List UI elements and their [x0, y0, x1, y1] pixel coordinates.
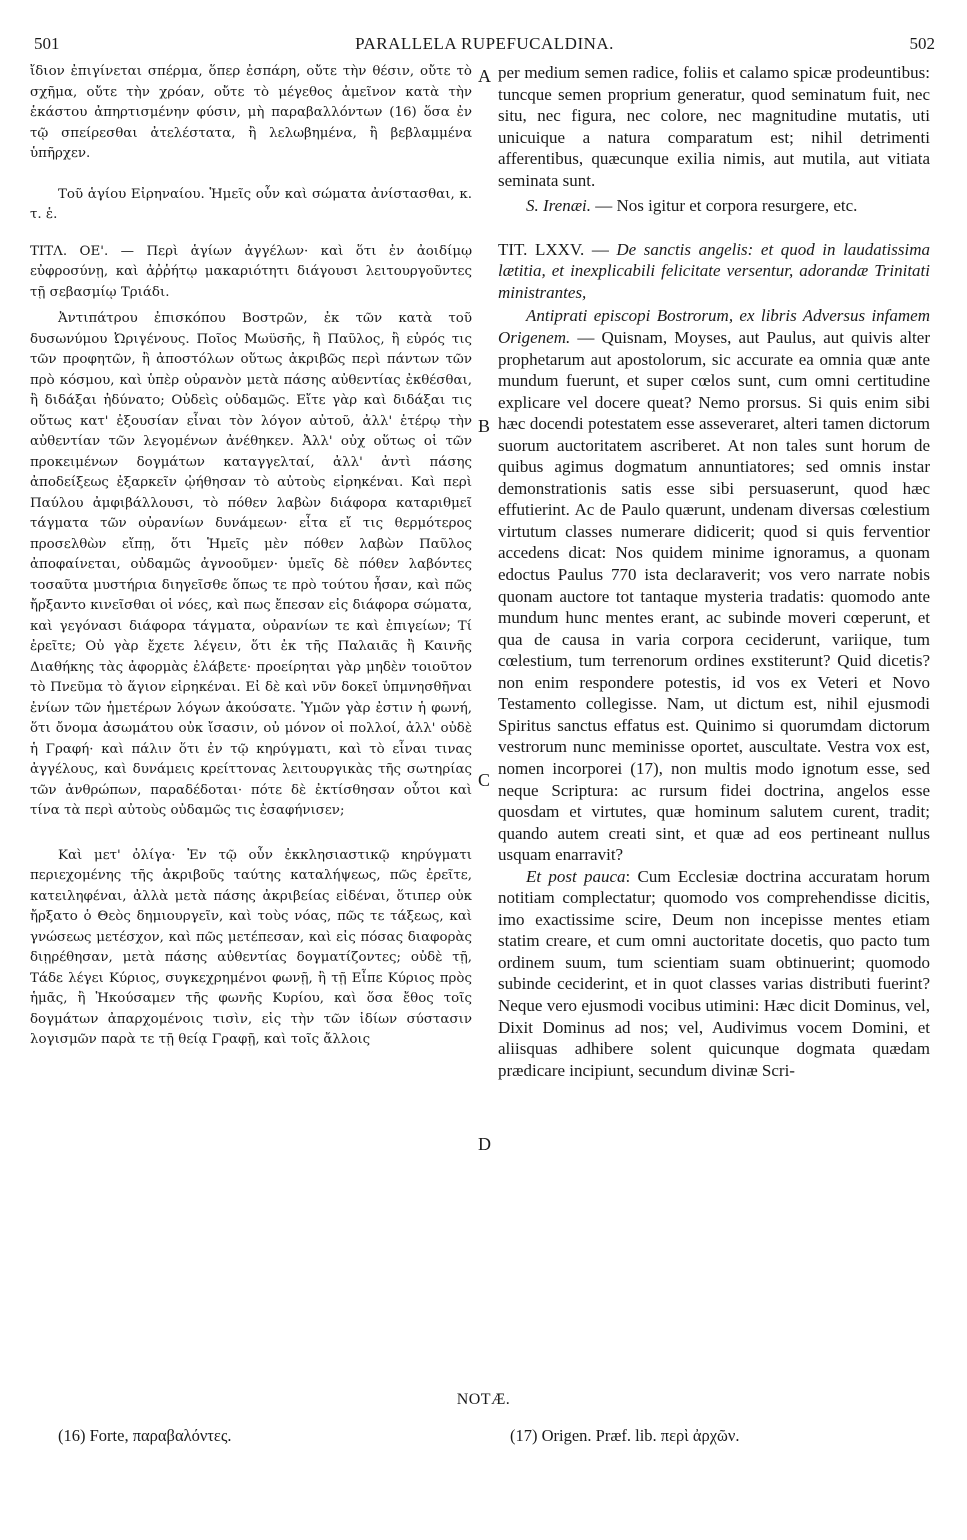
- footnote-16: (16) Forte, παραβαλόντες.: [58, 1426, 232, 1445]
- notes-heading: NOTÆ.: [456, 1391, 511, 1408]
- latin-paragraph-1: per medium semen radice, foliis et calamo spicæ prodeuntibus: tuncque semen proprium generatur, quod seminatum fuit, nec situ, nec figura, nec colore, nec magnitudine mutatis, uti unicuique a natura comparatum est; nihil detrimenti afferentibus, quæcunque exilia nimis, aut mutila, aut vitiata seminata sunt.: [498, 63, 930, 190]
- footnote-17: (17) Origen. Præf. lib. περὶ ἀρχῶν.: [510, 1426, 740, 1445]
- latin-antipater-text: — Quisnam, Moyses, aut Paulus, aut quivis alter prophetarum aut apostolorum, sic accurate ea omnia quæ ante mundum fuerunt, et super cœlos sunt, cum omni certitudine explicare vel docere queat? Nemo prorsus. Si quis enim sibi hæc docendi potestatem esse asseveraret, alteri tamen dictorum suorum auctoritatem ascriberet. At non tales sunt horum de quibus agimus dogmatum annuntiatores; sed omnis instar demonstrationis satis esse sibi persuaserunt, quod hæc effutierint. Ac de Paulo quærunt, undenam diversas cœlestium virtutum classes numerare didicerit; quod si quis ferventior accedens dicat: Nos quidem minime ignoramus, a quonam edoctus Paulus 770 ista declaraverit; vos vero narrate nobis quonam auctore tot tantaque mysteria tradatis: quomodo ante mundum hunc mentes erant, ac subinde moveri cœperunt, et qua de causa in varia corpora ceciderunt, variique, tum cœlestium, tum terrenorum ordines exstiterunt? Quid dicetis? non enim respondere potestis, id vos ex Veteri et Novo Testamento collegisse. Nam, ut dictum est, nihil ejusmodi Spiritus sanctus effatus est. Quinimo si quorumdam dictorum vestrorum nunc meminisse oportet, auscultate. Vestra vox est, nomen incorporei (17), non multis modo ignotum esse, sed neque Scriptura: ac rursum fidei doctrina, angelos esse quosdam et virtutes, quæ hominum salutem curent, tradit; quando autem creati sint, et quæ ad eos pertineant nullus usquam enarravit?: [498, 328, 930, 865]
- margin-letter-c: C: [478, 770, 491, 790]
- latin-antipater-label: Antiprati episcopi Bostrorum, ex libris Adversus infamem Origenem.: [498, 306, 930, 348]
- margin-letter-a: A: [478, 66, 491, 86]
- greek-paragraph-1: ἴδιον ἐπιγίνεται σπέρμα, ὅπερ ἐσπάρη, οὔτε τὴν θέσιν, οὔτε τὸ σχῆμα, οὔτε τὴν χρόαν, οὔτε τὸ μέγεθος ἀμεῖνον κατὰ τὴν ἑκάστου ἀπηρτισμένην φύσιν, μὴ παραβαλλόντων (16) ὅσα ἐν τῷ σπείρεσθαι ἀτελέστατα, ἢ λελωβημένα, ἢ βεβλαμμένα ὑπῆρχεν.: [30, 64, 472, 161]
- greek-paragraph-irenaeus: Τοῦ ἁγίου Εἰρηναίου. Ἡμεῖς οὖν καὶ σώματα ἀνίστασθαι, κ. τ. ἑ.: [30, 186, 472, 222]
- latin-column: [498, 62, 930, 1081]
- latin-irenaeus-text: — Nos igitur et corpora resurgere, etc.: [591, 196, 858, 216]
- greek-paragraph-post-pauca: Καὶ μετ' ὀλίγα· Ἐν τῷ οὖν ἐκκλησιαστικῷ κηρύγματι περιεχομένης τῆς ἀκριβοῦς ταύτης καταλήψεως, πῶς ἐρεῖτε, κατειληφέναι, ἀλλὰ μετὰ πάσης ἀκριβείας εἰδέναι, ὅτιπερ οὐκ ἤρξατο ὁ Θεὸς δημιουργεῖν, καὶ τοὺς νόας, πῶς τε τάξεως, καὶ γνώσεως μετέσχον, καὶ πῶς μετέπεσαν, καὶ εἰς πόσας διαφορὰς διῃρέθησαν, μετὰ πάσης αὐθεντίας δογματίζοντες; οὐδὲ τῇ, Τάδε λέγει Κύριος, συγκεχρημένοι φωνῇ, ἢ τῇ Εἶπε Κύριος πρὸς ἡμᾶς, ἢ Ἠκούσαμεν τῆς φωνῆς Κυρίου, καὶ ὅσα ἔθος τοῖς δογμάτων ἀπαρχομένοις τισὶν, εἰς τὴν τῶν ἰδίων σύστασιν λογισμῶν παρὰ τε τῇ θείᾳ Γραφῇ, καὶ τοῖς ἄλλοις: [30, 847, 472, 1047]
- latin-paragraph-irenaeus: [498, 195, 930, 217]
- latin-paragraph-antipater: [498, 305, 930, 865]
- running-title: PARALLELA RUPEFUCALDINA.: [355, 34, 614, 53]
- latin-title-75: [498, 239, 930, 304]
- greek-paragraph-antipater: Ἀντιπάτρου ἐπισκόπου Βοστρῶν, ἐκ τῶν κατὰ τοῦ δυσωνύμου Ὠριγένους. Ποῖος Μωϋσῆς, ἢ Παῦλος, ἢ εὑρός τις τῶν προφητῶν, ἢ ἀποστόλων οὕτως ἀκριβῶς περὶ πάντων τῶν πρὸ κόσμου, καὶ ὑπὲρ οὐρανὸν μετὰ πάσης αὐθεντίας ἐκθέσθαι, ἢ διδάξαι ἠδύνατο; Οὐδεὶς οὐδαμῶς. Εἴτε γὰρ καὶ διδάξαι τις οὕτως κατ' ἐξουσίαν εἶναι τὸν λόγον αὐτοῦ, ἀλλ' ἑτέρῳ τὴν αὐθεντίαν τῶν λεγομένων ἀνέθηκεν. Ἀλλ' οὐχ οὕτως οἱ τῶν προκειμένων δογμάτων καταγγελταί, ἀλλ' ἀντὶ πάσης ἀποδείξεως ἐξαρκεῖν ᾠήθησαν τὸ αὐτοὺς εἰρηκέναι. Καὶ περὶ Παύλου ἀμφιβάλλουσι, τὸ πόθεν λαβὼν διάφορα καταριθμεῖ τάγματα τῶν οὐρανίων δυνάμεων· εἶτα εἴ τις θερμότερος προσελθὼν εἴπῃ, ὅτι Ἡμεῖς μὲν πόθεν λαβὼν Παῦλος ἀποφαίνεται, οὐδαμῶς ἀγνοοῦμεν· ὑμεῖς δὲ πόθεν λαβόντες τοσαῦτα μυστήρια διηγεῖσθε ὅπως τε πρὸ τούτου ἦσαν, καὶ πῶς ἤρξαντο κινεῖσθαι οἱ νόες, καὶ πως ἔπεσαν εἰς διάφορα σώματα, καὶ γεγόνασι διάφορα τάγματα, οὐρανίων τε καὶ ἐπιγείων; Τί ἐρεῖτε; Οὐ γὰρ ἔχετε λέγειν, ὅτι ἐκ τῆς Παλαιᾶς ἢ Καινῆς Διαθήκης τὰς ἀφορμὰς ἐλάβετε· προείρηται γὰρ μηδὲν τοιοῦτον τὸ Πνεῦμα τὸ ἅγιον εἰρηκέναι. Εἰ δὲ καὶ νῦν δοκεῖ ὑπμνησθῆναι ἐνίων τῶν ἡμετέρων λόγων ἀκούσατε. Ὑμῶν γὰρ ἐστιν ἡ φωνή, ὅτι ὄνομα ἀσωμάτου οὐκ ἴσασιν, οὐ μόνον οἱ πολλοί, ἀλλ' οὐδὲ ἡ Γραφή· καὶ πάλιν ὅτι ἐν τῷ κηρύγματι, καὶ τὸ εἶναι τινας ἀγγέλους, καὶ δυνάμεις κρείττονας λειτουργικὰς τῆς σωτηρίας τῶν ἀνθρώπων, παραδέδοται· πότε δὲ ἐκτίσθησαν οὗτοι καὶ τίνα τὰ περὶ αὐτοὺς οὐδαμῶς τις ἐσαφήνισεν;: [30, 311, 472, 818]
- margin-letter-b: B: [478, 416, 491, 436]
- latin-post-pauca-label: Et post pauca: [526, 866, 626, 886]
- greek-column: [30, 62, 472, 1051]
- latin-paragraph-post-pauca: [498, 866, 930, 1081]
- latin-irenaeus-label: S. Irenæi.: [526, 196, 592, 216]
- latin-title-number: TIT. LXXV. —: [498, 239, 617, 259]
- left-page-number: 501: [34, 34, 60, 53]
- right-page-number: 502: [909, 34, 935, 53]
- latin-post-pauca-text: : Cum Ecclesiæ doctrina accuratam horum notitiam complectatur; quomodo vos comprehendisse dicitis, imo exactissime scire, Deum non incepisse mentes etiam statim creare, et cum omni auctoritate docetis, quo pacto tum ordinem suum, tum scientiam suam obtinuerint; quomodo subinde ceciderint, et in quot classes varias distributi fuerint? Neque vero ejusmodi vocibus utimini: Hæc dicit Dominus, vel, Dixit Dominus ad nos; vel, Audivimus vocem Domini, et aliisquas adhibere solent quicunque dogmata quædam prædicare incipiunt, secundum divinæ Scri-: [498, 866, 930, 1080]
- margin-letter-d: D: [478, 1134, 491, 1154]
- page-header: [34, 34, 935, 58]
- greek-title-75: ΤΙΤΛ. ΟΕ'. — Περὶ ἁγίων ἀγγέλων· καὶ ὅτι ἐν ἀοιδίμῳ εὐφροσύνῃ, καὶ ἀῤῥήτῳ μακαριότητι διάγουσι λειτουργοῦντες τῇ σεβασμίῳ Τριάδι.: [30, 243, 472, 300]
- latin-title-text: De sanctis angelis: et quod in laudatissima lætitia, et inexplicabili felicitate versentur, adorandæ Trinitati ministrantes,: [498, 239, 930, 302]
